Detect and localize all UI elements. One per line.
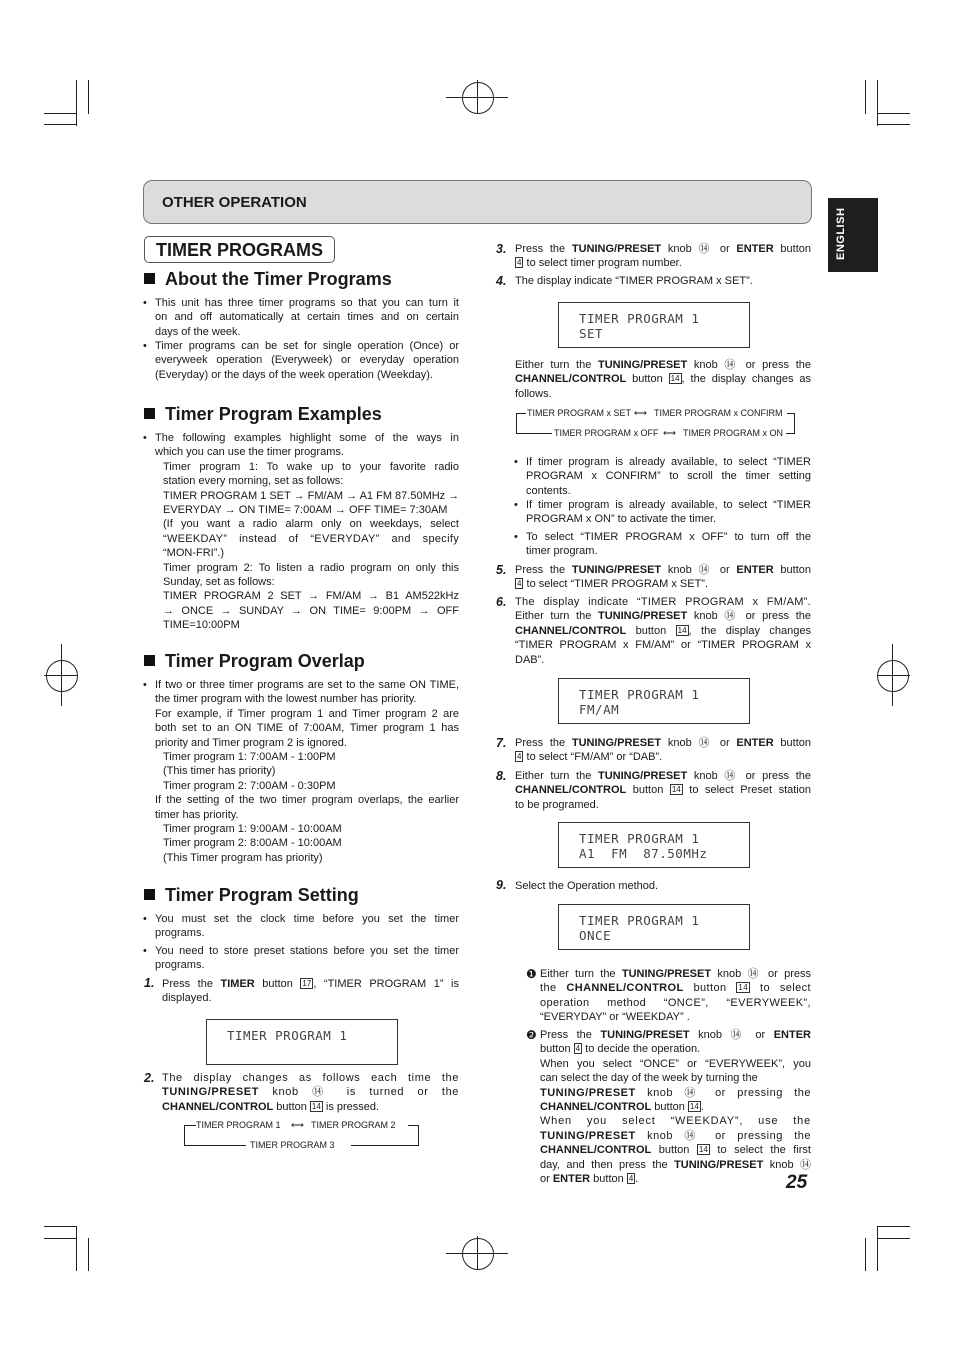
overlap-text: • If two or three timer programs are set to the same ON TIME, the timer program with the lowest number has priority. For example, if Timer program 1 and Timer program 2 are both set to an ON TIME of 7:00AM, Timer program 1 has priority and Timer program 2 is ignored. Timer program 1: 7:00AM - 1:00PM (This timer has priority) Timer program 2: 7:00AM - 0:30PM If the setting of the two timer program overlaps, the earlier timer has priority. Timer program 1: 9:00AM - 10:00AM Timer program 2: 8:00AM - 10:00AM (This Timer program has priority) (155, 678, 459, 865)
section-title: OTHER OPERATION (162, 194, 307, 211)
either-turn-text: Either turn the TUNING/PRESET knob ⑭ or press the CHANNEL/CONTROL button 14 , the display changes as follows. (515, 359, 811, 400)
key-icon: 14 (689, 1102, 699, 1112)
enter-key-icon: 4 (517, 752, 522, 762)
square-bullet-icon (144, 408, 155, 419)
square-bullet-icon (144, 889, 155, 900)
page-title-box (144, 236, 335, 263)
examples-text: • The following examples highlight some of the ways in which you can use the timer programs. Timer program 1: To wake up to your favorite radio station every morning, set as follows: TIMER PROGRAM 1 SET → FM/AM → A1 FM 87.50MHz → EVERYDAY → ON TIME= 7:00AM → OFF TIME= 7:30AM (If you want a radio alarm only on weekdays, select “WEEKDAY” instead of “EVERYDAY” and specify “MON-FRI”.) Timer program 2: To listen a radio program on only this Sunday, set as follows: TIMER PROGRAM 2 SET → FM/AM → B1 AM522kHz → ONCE → SUNDAY → ON TIME= 9:00PM → OFF TIME=10:00PM (155, 431, 459, 633)
step-1-number: 1. (144, 976, 155, 990)
step-7-text: Press the TUNING/PRESET knob ⑭ or ENTER button 4 to select “FM/AM” or “DAB”. (515, 737, 812, 764)
substep-2-marker: ❷ (526, 1028, 537, 1042)
key-icon: 14 (698, 1145, 708, 1155)
flow-state-confirm: TIMER PROGRAM x CONFIRM (654, 408, 783, 418)
lcd-display-step1: TIMER PROGRAM 1 (206, 1019, 398, 1065)
heading-examples: Timer Program Examples (144, 404, 382, 425)
key-icon: 14 (311, 1101, 321, 1111)
enter-key-icon: 4 (517, 579, 522, 589)
timer-key-icon: 17 (302, 979, 312, 988)
step-6-text: The display indicate “TIMER PROGRAM x FM/AM”. Either turn the TUNING/PRESET knob ⑭ or press the CHANNEL/CONTROL button 14 , the display changes “TIMER PROGRAM x FM/AM” or “TIMER PROGRAM x DAB”. (515, 596, 811, 666)
key-icon: 14 (738, 983, 749, 993)
language-tab (828, 198, 878, 272)
step-4-text: The display indicate “TIMER PROGRAM x SET”. (515, 275, 753, 287)
about-bullet-1: • This unit has three timer programs so that you can turn it on and off automatically at certain times and on certain days of the week. (155, 296, 459, 339)
heading-about: About the Timer Programs (144, 269, 392, 290)
key-icon: 14 (670, 374, 680, 384)
step-5-number: 5. (496, 563, 507, 577)
lcd-display-step4: TIMER PROGRAM 1 SET (558, 302, 750, 348)
flow-state-set: TIMER PROGRAM x SET (527, 408, 632, 418)
step-4-number: 4. (496, 274, 507, 288)
flow-state-off: TIMER PROGRAM x OFF (554, 428, 659, 438)
right-bullet-1: • If timer program is already available, to select “TIMER PROGRAM x CONFIRM” to scroll the timer setting contents. (526, 455, 811, 498)
step-9-text: Select the Operation method. (515, 880, 659, 892)
about-bullet-2: • Timer programs can be set for single operation (Once) or everyweek operation (Everyweek) or everyday operation (Everyday) or the days of the week operation (Weekday). (155, 339, 459, 382)
heading-overlap: Timer Program Overlap (144, 651, 365, 672)
setting-bullet-1: • You must set the clock time before you set the timer programs. (155, 912, 459, 941)
key-icon: 14 (671, 785, 681, 795)
heading-setting: Timer Program Setting (144, 885, 359, 906)
step-2-text: The display changes as follows each time the TUNING/PRESET knob ⑭ is turned or the CHANNEL/CONTROL button 14 is pressed. (162, 1072, 459, 1113)
step-5-text: Press the TUNING/PRESET knob ⑭ or ENTER button 4 to select “TIMER PROGRAM x SET”. (515, 564, 812, 591)
step-8-number: 8. (496, 769, 507, 783)
enter-key-icon: 4 (628, 1174, 634, 1184)
step-3-text: Press the TUNING/PRESET knob ⑭ or ENTER button 4 to select timer program number. (515, 243, 812, 270)
step-2-number: 2. (144, 1071, 155, 1085)
substep-2-text: Press the TUNING/PRESET knob ⑭ or ENTER button 4 to decide the operation. When you select “ONCE” or “EVERYWEEK”, you can select the day of the week by turning the TUNING/PRESET knob ⑭ or pressing the CHANNEL/CONTROL button 14 . When you select “WEEKDAY”, use the TUNING/PRESET knob ⑭ or pressing the CHANNEL/CONTROL button 14 to select the first day, and then press the TUNING/PRESET knob ⑭ or ENTER button 4 . (540, 1029, 811, 1186)
lcd-display-step8: TIMER PROGRAM 1 A1 FM 87.50MHz (558, 822, 750, 868)
square-bullet-icon (144, 655, 155, 666)
language-label: ENGLISH (835, 207, 847, 260)
flow-item-3: TIMER PROGRAM 3 (250, 1140, 335, 1150)
enter-key-icon: 4 (575, 1044, 581, 1054)
lcd-display-step9: TIMER PROGRAM 1 ONCE (558, 904, 750, 950)
key-icon: 14 (677, 625, 687, 635)
flow-state-on: TIMER PROGRAM x ON (683, 428, 784, 438)
step-6-number: 6. (496, 595, 507, 609)
substep-1-text: Either turn the TUNING/PRESET knob ⑭ or press the CHANNEL/CONTROL button 14 to select operation method “ONCE”, “EVERYWEEK”, “EVERYDAY” or “WEEKDAY” . (540, 968, 811, 1024)
step-8-text: Either turn the TUNING/PRESET knob ⑭ or press the CHANNEL/CONTROL button 14 to select Preset station to be programed. (515, 770, 811, 811)
setting-bullet-2: • You need to store preset stations before you set the timer programs. (155, 944, 459, 973)
right-bullet-2: • If timer program is already available, to select “TIMER PROGRAM x ON” to activate the timer. (526, 498, 811, 527)
right-bullet-3: • To select “TIMER PROGRAM x OFF” to turn off the timer program. (526, 530, 811, 559)
section-header-bar (143, 180, 812, 224)
substep-1-marker: ❶ (526, 967, 537, 981)
flow-item-2: TIMER PROGRAM 2 (311, 1120, 396, 1130)
step-3-number: 3. (496, 242, 507, 256)
flow-item-1: TIMER PROGRAM 1 (196, 1120, 281, 1130)
page-title: TIMER PROGRAMS (156, 240, 324, 260)
page-number: 25 (786, 1172, 808, 1193)
square-bullet-icon (144, 273, 155, 284)
lcd-display-step6: TIMER PROGRAM 1 FM/AM (558, 678, 750, 724)
step-9-number: 9. (496, 878, 507, 892)
step-1-text: Press the TIMER button 17 , “TIMER PROGRAM 1” is displayed. (162, 978, 459, 1005)
step-7-number: 7. (496, 736, 507, 750)
enter-key-icon: 4 (517, 258, 522, 268)
